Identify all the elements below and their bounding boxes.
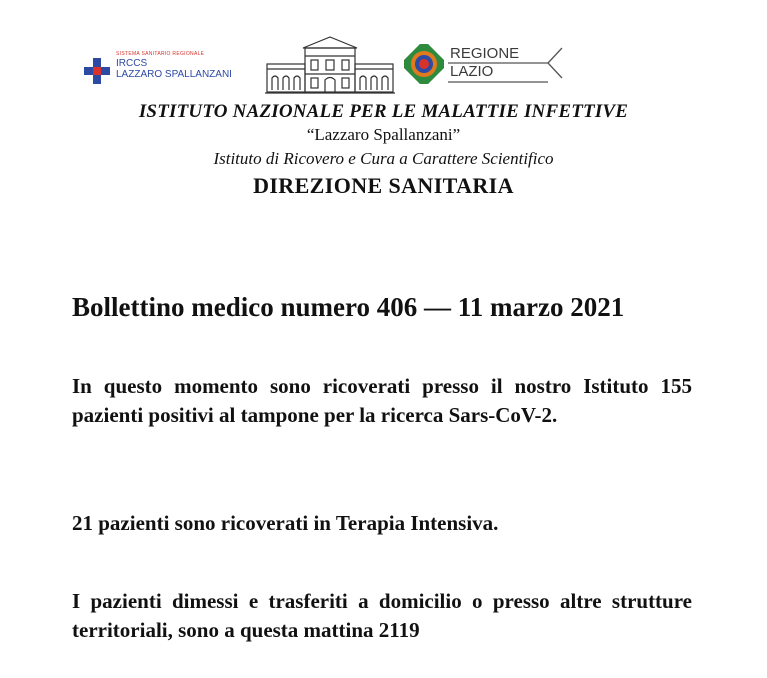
spallanzani-logo-text [116, 50, 232, 80]
bulletin-paragraph-discharged: I pazienti dimessi e trasferiti a domicilio o presso altre strutture territoriali, sono a questa mattina 2119 [72, 589, 692, 642]
department-title: DIREZIONE SANITARIA [253, 173, 514, 198]
regione-emblem-icon [404, 44, 444, 84]
medical-cross-icon [84, 58, 110, 84]
regione-line2: LAZIO [450, 63, 494, 80]
bulletin-paragraph-intensive-care: 21 pazienti sono ricoverati in Terapia Intensiva. [72, 511, 499, 535]
regione-lazio-logo [404, 44, 564, 84]
spallanzani-logo-line1: IRCCS [116, 58, 148, 69]
bulletin-paragraph-hospitalized: In questo momento sono ricoverati presso il nostro Istituto 155 pazienti positivi al tampone per la ricerca Sars-CoV-2. [72, 374, 692, 427]
regione-line1: REGIONE [450, 45, 520, 62]
institute-type: Istituto di Ricovero e Cura a Carattere Scientifico [213, 149, 554, 168]
regione-lazio-wordmark [448, 44, 564, 84]
spallanzani-logo [84, 50, 254, 84]
logo-header [0, 34, 767, 98]
institute-name: ISTITUTO NAZIONALE PER LE MALATTIE INFETTIVE [138, 101, 629, 122]
spallanzani-logo-line2: LAZZARO SPALLANZANI [116, 69, 232, 80]
bulletin-title: Bollettino medico numero 406 — 11 marzo 2021 [72, 292, 625, 322]
institute-subtitle: “Lazzaro Spallanzani” [306, 125, 461, 144]
spallanzani-logo-small-text: SISTEMA SANITARIO REGIONALE [116, 51, 205, 57]
institute-building-icon [265, 34, 395, 96]
